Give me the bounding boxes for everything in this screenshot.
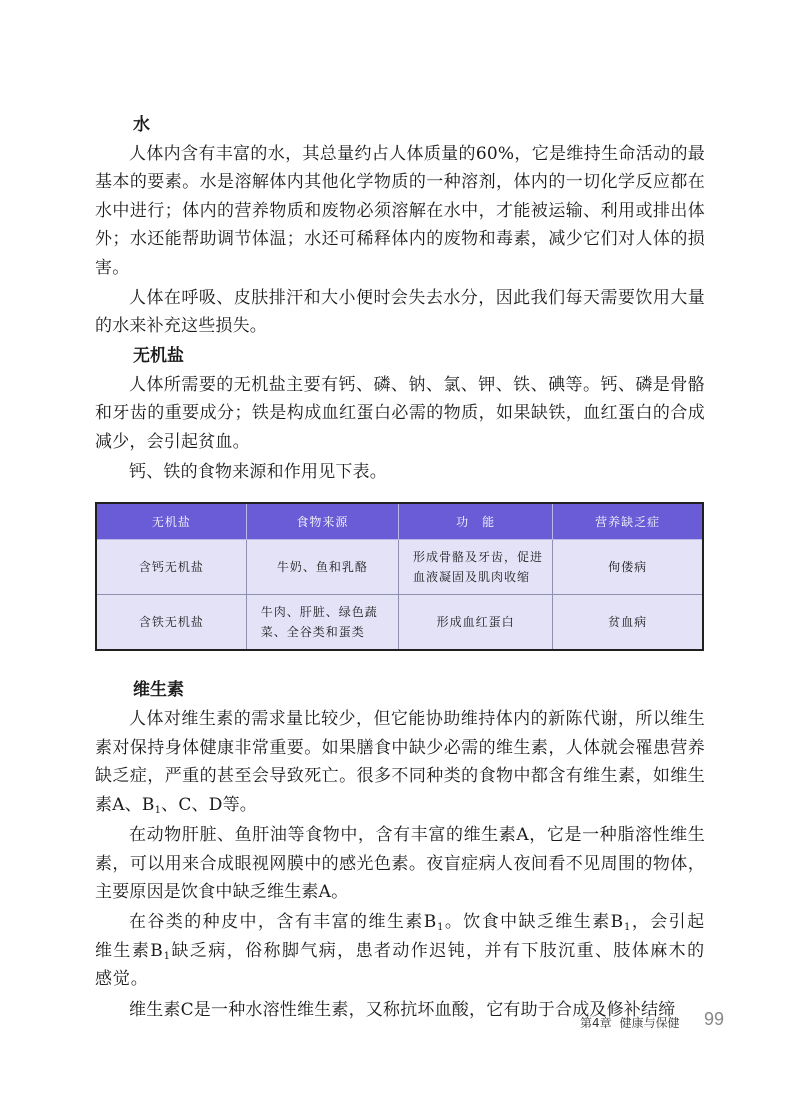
section-heading-water: 水 bbox=[133, 115, 150, 135]
table-cell: 牛肉、肝脏、绿色蔬菜、全谷类和蛋类 bbox=[246, 595, 398, 651]
chapter-title: 健康与保健 bbox=[619, 1016, 680, 1030]
text-run: 、C、D等。 bbox=[161, 794, 257, 815]
table-cell: 含铁无机盐 bbox=[96, 595, 246, 651]
table-cell: 牛奶、鱼和乳酪 bbox=[246, 540, 398, 595]
subscript: 1 bbox=[154, 804, 162, 816]
text-run: 人体对维生素的需求量比较少，但它能协助维持体内的新陈代谢，所以维生素对保持身体健康非常重要。如果膳食中缺少必需的维生素，人体就会罹患营养缺乏症，严重的甚至会导致死亡。很多不同种类的食物中都含有维生素，如维生素A、B bbox=[95, 709, 705, 815]
text-run: 缺乏病，俗称脚气病，患者动作迟钝，并有下肢沉重、肢体麻木的感觉。 bbox=[95, 940, 706, 990]
table-row bbox=[96, 540, 703, 595]
table-header-cell: 无机盐 bbox=[96, 503, 246, 540]
section-heading-vitamins: 维生素 bbox=[133, 680, 184, 701]
text-run: 在谷类的种皮中，含有丰富的维生素B bbox=[129, 912, 438, 933]
paragraph: 人体在呼吸、皮肤排汗和大小便时会失去水分，因此我们每天需要饮用大量的水来补充这些损失。 bbox=[95, 288, 705, 337]
subscript: 1 bbox=[624, 922, 632, 934]
text-run: 。饮食中缺乏维生素B bbox=[444, 912, 625, 933]
page-number: 99 bbox=[704, 1009, 725, 1029]
table-cell: 贫血病 bbox=[553, 595, 703, 651]
page-footer bbox=[580, 1009, 725, 1031]
minerals-table bbox=[95, 502, 704, 651]
minerals-table-wrapper bbox=[95, 502, 705, 651]
paragraph: 钙、铁的食物来源和作用见下表。 bbox=[129, 462, 387, 483]
table-row bbox=[96, 595, 703, 651]
chapter-label: 第4章 bbox=[580, 1016, 612, 1030]
paragraph: 人体内含有丰富的水，其总量约占人体质量的60%，它是维持生命活动的最基本的要素。水是溶解体内其他化学物质的一种溶剂，体内的一切化学反应都在水中进行；体内的营养物质和废物必须溶解在水中，才能被运输、利用或排出体外；水还能帮助调节体温；水还可稀释体内的废物和毒素，减少它们对人体的损害。 bbox=[95, 144, 705, 278]
paragraph: 人体所需要的无机盐主要有钙、磷、钠、氯、钾、铁、碘等。钙、磷是骨骼和牙齿的重要成分；铁是构成血红蛋白必需的物质，如果缺铁，血红蛋白的合成减少，会引起贫血。 bbox=[95, 374, 705, 452]
text-run: ，会引起维生素B bbox=[95, 912, 705, 961]
paragraph bbox=[95, 705, 705, 819]
table-header-cell: 功 能 bbox=[399, 503, 553, 540]
table-cell: 佝偻病 bbox=[553, 540, 703, 595]
paragraph bbox=[95, 908, 705, 993]
table-header-cell: 营养缺乏症 bbox=[553, 503, 703, 540]
section-heading-minerals: 无机盐 bbox=[133, 345, 184, 366]
table-cell: 形成血红蛋白 bbox=[399, 595, 553, 651]
table-header-row bbox=[96, 503, 703, 540]
subscript: 1 bbox=[437, 922, 445, 934]
table-header-cell: 食物来源 bbox=[246, 503, 398, 540]
table-cell: 含钙无机盐 bbox=[96, 540, 246, 595]
table-cell: 形成骨骼及牙齿，促进血液凝固及肌肉收缩 bbox=[399, 540, 553, 595]
page-body bbox=[95, 110, 705, 1024]
subscript: 1 bbox=[163, 950, 171, 962]
paragraph: 维生素C是一种水溶性维生素，又称抗坏血酸，它有助于合成及修补结缔 bbox=[129, 999, 676, 1020]
paragraph: 在动物肝脏、鱼肝油等食物中，含有丰富的维生素A，它是一种脂溶性维生素，可以用来合成眼视网膜中的感光色素。夜盲症病人夜间看不见周围的物体，主要原因是饮食中缺乏维生素A。 bbox=[95, 825, 705, 902]
